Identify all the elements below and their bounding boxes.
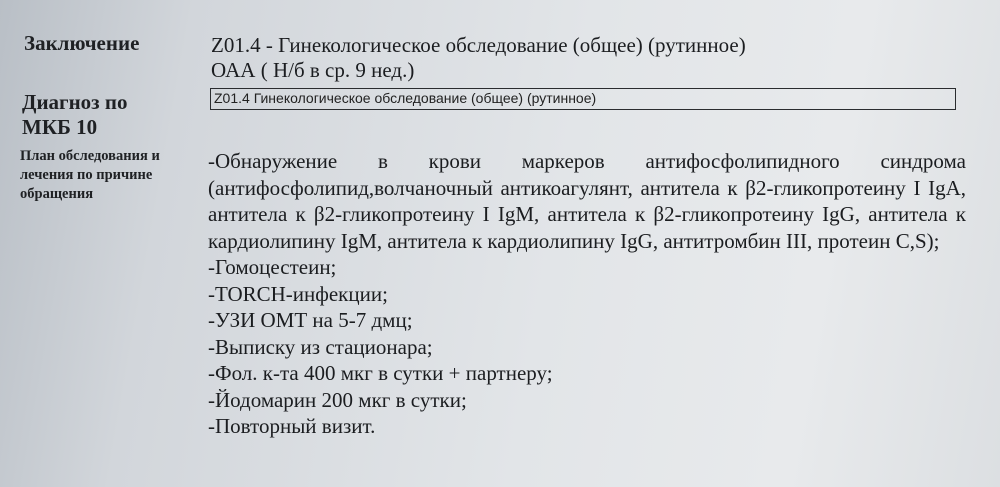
plan-item: -Выписку из стационара; (208, 334, 433, 359)
plan-item: -Йодомарин 200 мкг в сутки; (208, 387, 467, 412)
plan-label-line-3: обращения (20, 186, 94, 202)
diagnosis-field: Z01.4 Гинекологическое обследование (общее) (рутинное) (210, 88, 956, 110)
plan-list (208, 148, 966, 440)
diagnosis-label-line-2: МКБ 10 (22, 115, 98, 139)
plan-item: -TORCH-инфекции; (208, 281, 388, 306)
plan-label-line-2: лечения по причине (20, 167, 153, 183)
conclusion-line-2: ОАА ( Н/б в ср. 9 нед.) (211, 58, 415, 82)
conclusion-label: Заключение (24, 31, 140, 55)
diagnosis-label-line-1: Диагноз по (22, 90, 128, 114)
plan-item: -УЗИ ОМТ на 5-7 дмц; (208, 308, 413, 332)
plan-item: -Гомоцестеин; (208, 255, 337, 279)
plan-item: -Фол. к-та 400 мкг в сутки + партнеру; (208, 361, 553, 385)
plan-label-line-1: План обследования и (20, 148, 160, 164)
plan-item: -Повторный визит. (208, 414, 376, 438)
plan-item-antiphospholipid: -Обнаружение в крови маркеров антифосфолипидного синдрома (антифосфолипид,волчаночный антикоагулянт, антитела к β2-гликопротеину I IgA, антитела к β2-гликопротеину I IgM, антитела к β2-гликопротеину IgG, антитела к кардиолипину IgM, антитела к кардиолипину IgG, антитромбин III, протеин C,S); (208, 149, 966, 253)
conclusion-line-1: Z01.4 - Гинекологическое обследование (общее) (рутинное) (211, 33, 746, 57)
